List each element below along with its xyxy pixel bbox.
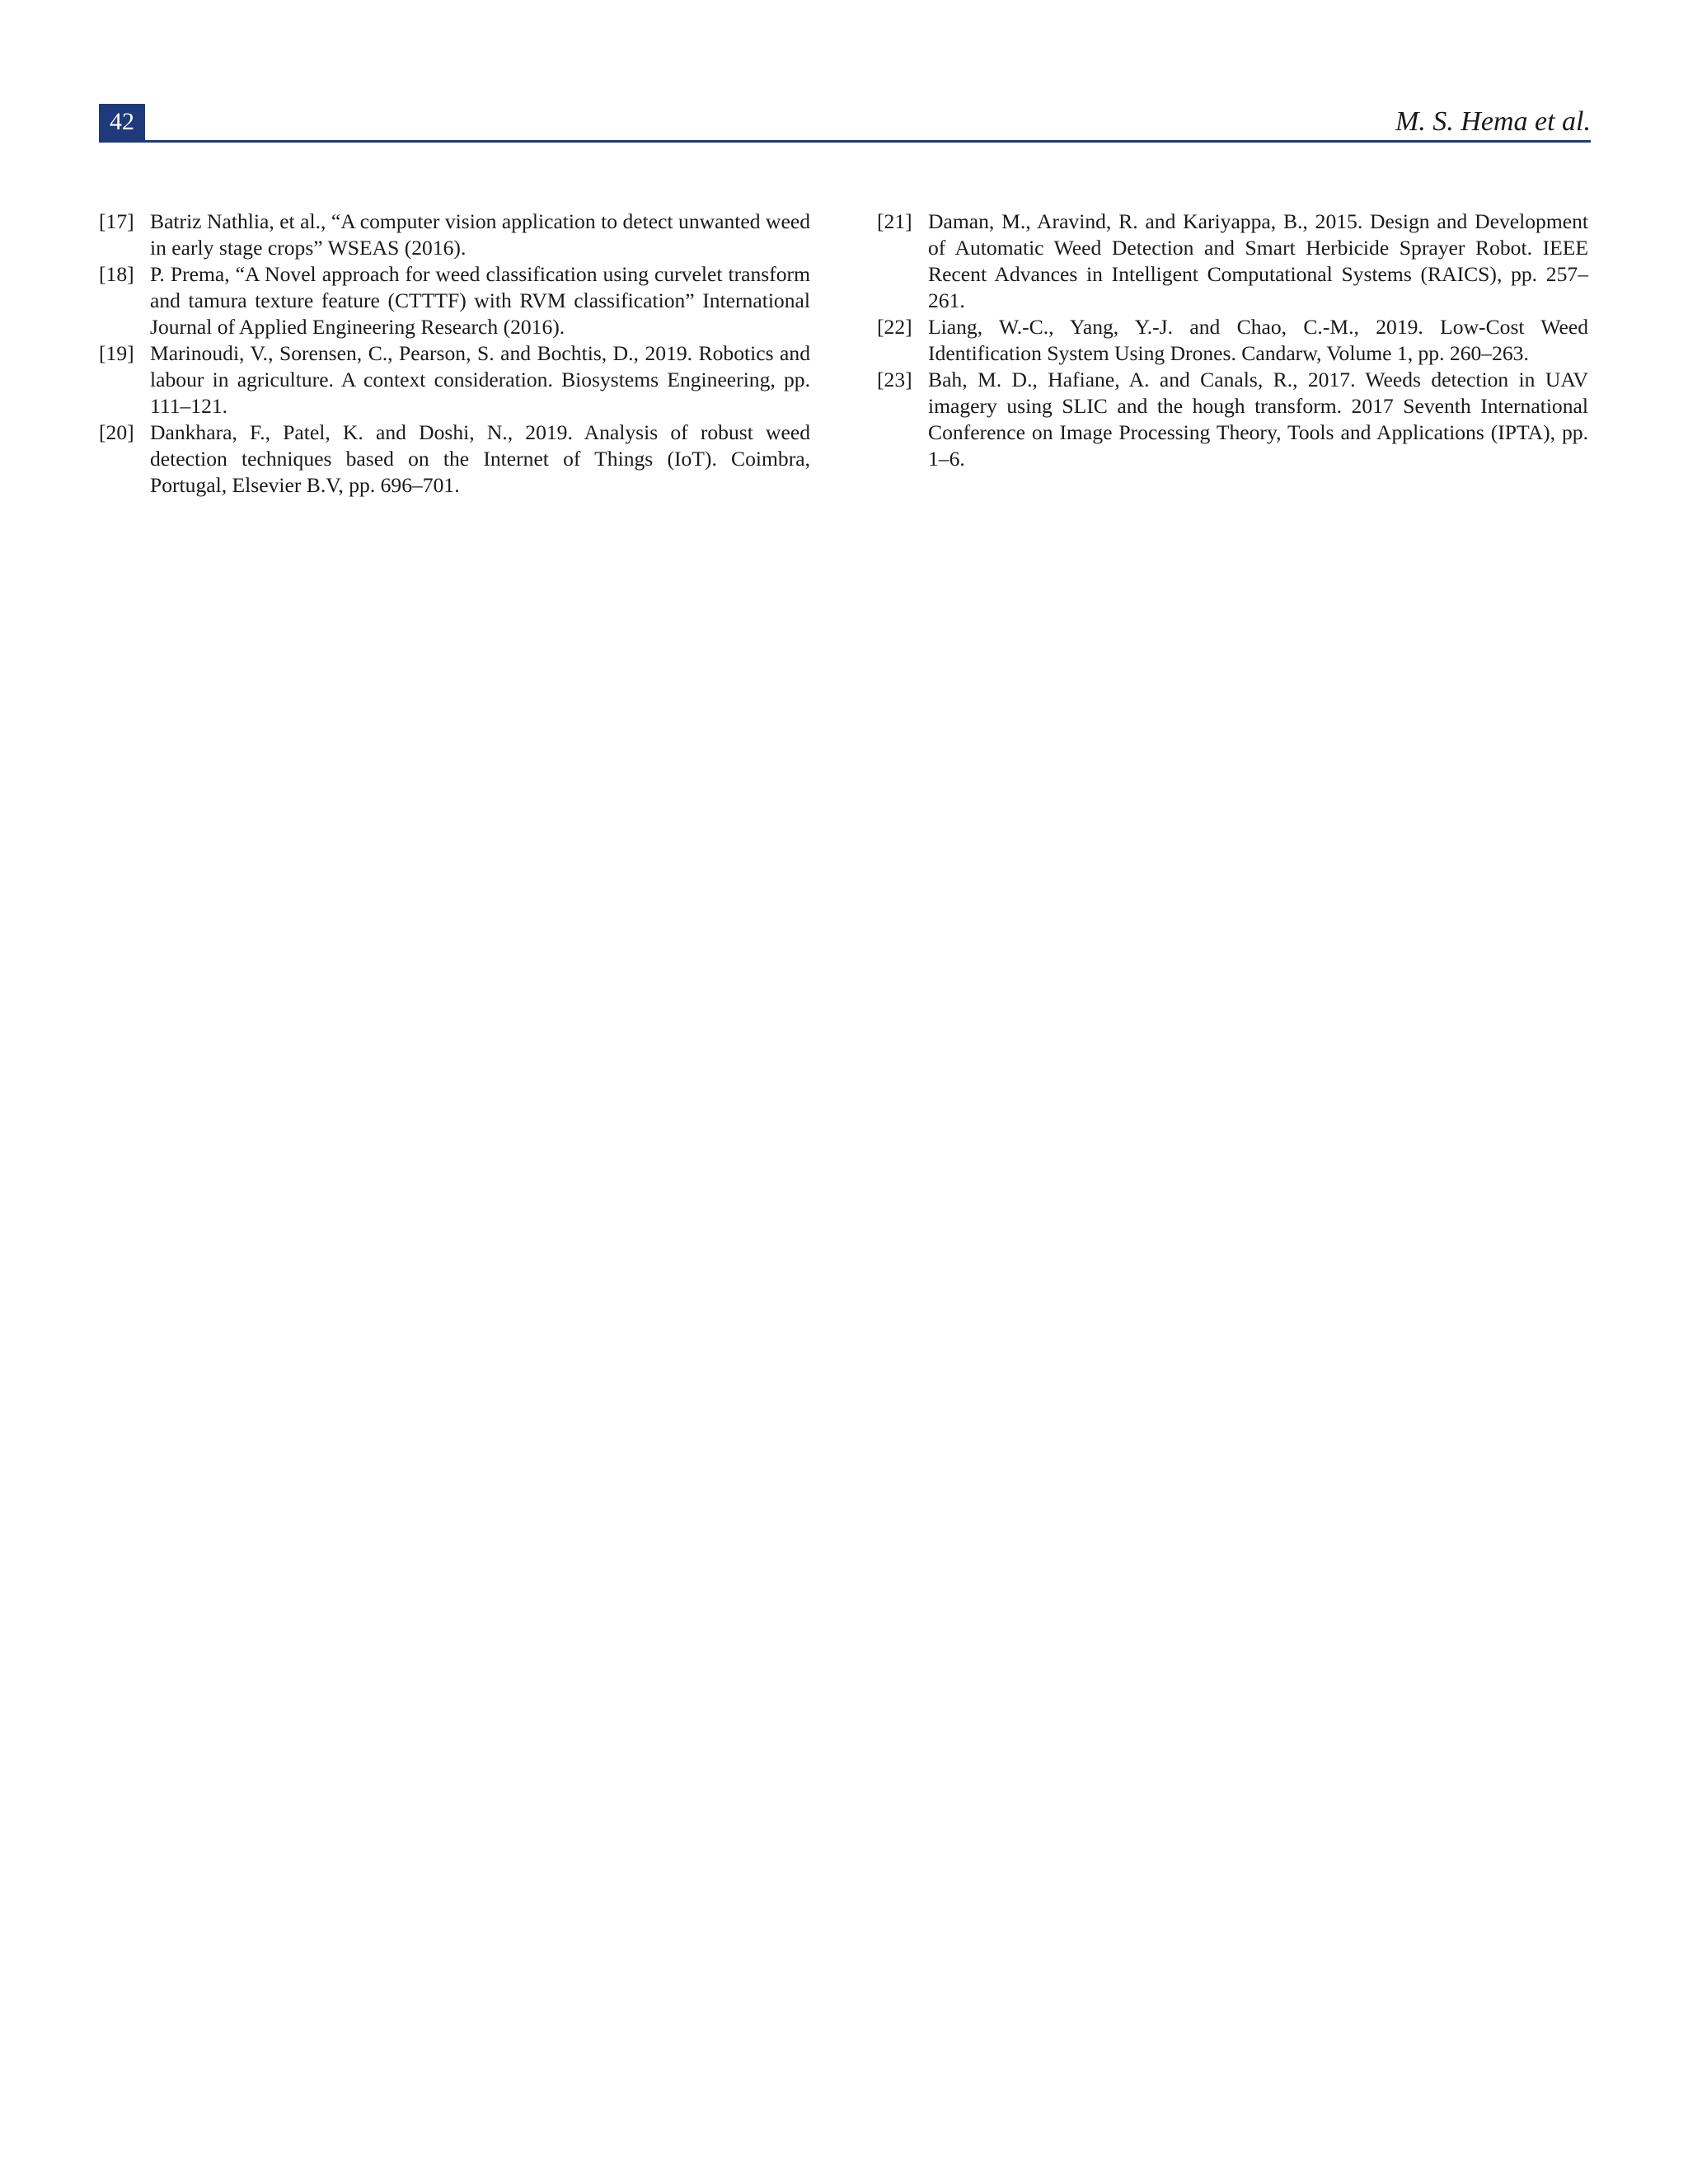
reference-number: [20] (99, 420, 134, 444)
reference-item (99, 209, 810, 261)
reference-text: P. Prema, “A Novel approach for weed classification using curvelet transform and tamura texture feature (CTTTF) with RVM classification” International Journal of Applied Engineering Research (2016). (150, 262, 810, 339)
reference-number: [19] (99, 341, 134, 365)
reference-text: Marinoudi, V., Sorensen, C., Pearson, S. and Bochtis, D., 2019. Robotics and labour in agriculture. A context consideration. Biosystems Engineering, pp. 111–121. (150, 341, 810, 418)
references-right-column (877, 209, 1588, 472)
page-header (99, 104, 1591, 142)
reference-number: [22] (877, 315, 912, 339)
reference-text: Batriz Nathlia, et al., “A computer vision application to detect unwanted weed in early stage crops” WSEAS (2016). (150, 209, 810, 260)
reference-number: [17] (99, 209, 134, 233)
reference-item (877, 314, 1588, 367)
reference-number: [23] (877, 368, 912, 391)
references-left-column (99, 209, 810, 499)
header-rule (99, 140, 1591, 143)
reference-item (877, 209, 1588, 314)
reference-item (99, 340, 810, 419)
reference-text: Dankhara, F., Patel, K. and Doshi, N., 2019. Analysis of robust weed detection techniques based on the Internet of Things (IoT). Coimbra, Portugal, Elsevier B.V, pp. 696–701. (150, 420, 810, 497)
reference-number: [18] (99, 262, 134, 286)
reference-number: [21] (877, 209, 912, 233)
reference-item (99, 261, 810, 340)
reference-text: Daman, M., Aravind, R. and Kariyappa, B., 2015. Design and Development of Automatic Weed Detection and Smart Herbicide Sprayer Robot. IEEE Recent Advances in Intelligent Computational Systems (RAICS), pp. 257–261. (928, 209, 1588, 312)
page-number: 42 (99, 104, 145, 140)
running-head-authors: M. S. Hema et al. (1395, 106, 1591, 137)
reference-text: Liang, W.-C., Yang, Y.-J. and Chao, C.-M., 2019. Low-Cost Weed Identification System Using Drones. Candarw, Volume 1, pp. 260–263. (928, 315, 1588, 365)
reference-item (877, 367, 1588, 472)
reference-item (99, 419, 810, 499)
reference-text: Bah, M. D., Hafiane, A. and Canals, R., 2017. Weeds detection in UAV imagery using SLIC and the hough transform. 2017 Seventh International Conference on Image Processing Theory, Tools and Applications (IPTA), pp. 1–6. (928, 368, 1588, 471)
